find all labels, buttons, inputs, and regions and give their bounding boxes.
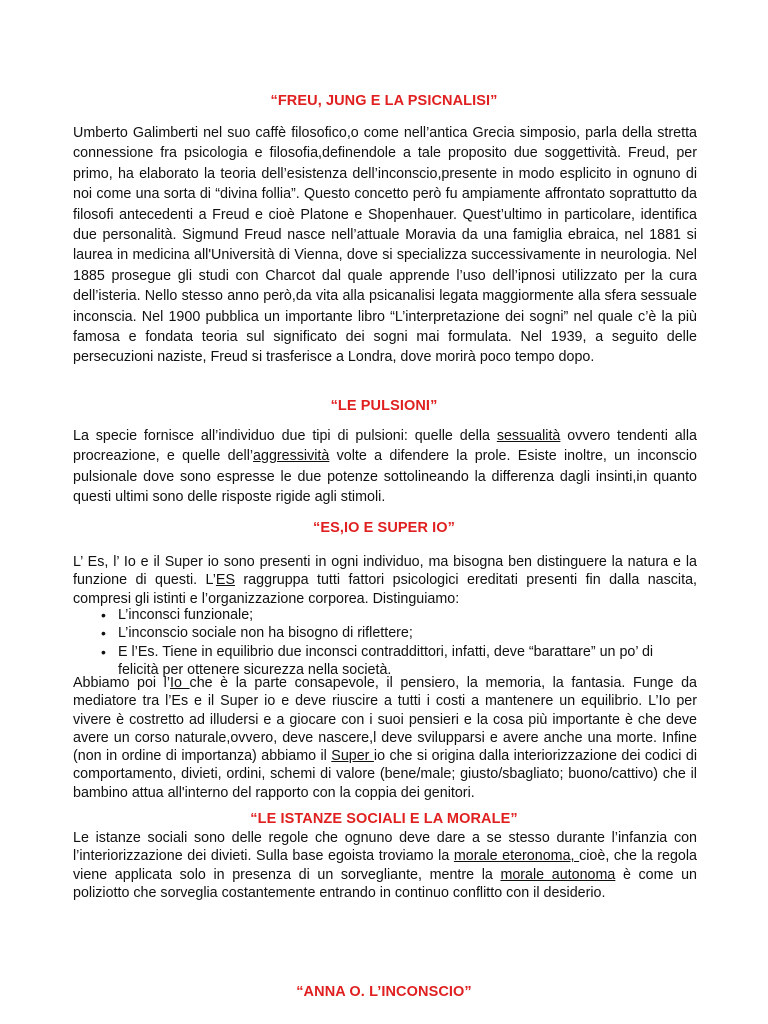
underlined-term-super: Super [331, 748, 374, 765]
text-run: Abbiamo poi l’ [73, 675, 171, 691]
text-run: cioè, che la regola viene applicata solo in presenza di un sorvegliante, mentre la [73, 848, 697, 883]
section-title-es-io: “ES,IO E SUPER IO” [313, 520, 455, 536]
list-item: • L’inconsci funzionale; [73, 606, 697, 624]
text-run: volte a difendere la prole. Esiste inoltre, un inconscio pulsionale dove sono espresse le due potenze sottolineando la differenza dagli insinti,in quanto questi ultimi sono delle risposte rigide agli stimoli. [73, 448, 697, 506]
paragraph-istanze [73, 829, 697, 902]
text-run: La specie fornisce all’individuo due tipi di pulsioni: quelle della [73, 428, 497, 444]
underlined-term-aggressivita: aggressività [253, 448, 330, 465]
paragraph-freud: Umberto Galimberti nel suo caffè filosofico,o come nell’antica Grecia simposio, parla della stretta connessione fra psicologia e filosofia,definendole a tale proposito due soggettività. Freud, per primo, ha elaborato la teoria dell’esistenza dell’inconscio,presente in modo esplicito in ognuno di noi come una sorta di “divina follia”. Questo concetto però fu ampiamente affrontato soprattutto da filosofi antecedenti a Freud e cioè Platone e Shopenhauer. Quest’ultimo in particolare, identifica due personalità. Sigmund Freud nasce nell’attuale Moravia da una famiglia ebraica, nel 1881 si laurea in medicina all'Università di Vienna, dove si specializza successivamente in neurologia. Nel 1885 prosegue gli studi con Charcot dal quale apprende l’uso dell’ipnosi utilizzato per la cura dell’isteria. Nello stesso anno però,da vita alla psicanalisi legata maggiormente alla sfera sessuale inconscia. Nel 1900 pubblica un importante libro “L’interpretazione dei sogni” nel quale c’è la più famosa e fondata teoria sul significato dei sogni mai formulata. Nel 1939, a seguito delle persecuzioni naziste, Freud si trasferisce a Londra, dove morirà poco tempo dopo. [73, 125, 697, 366]
list-item: • L’inconscio sociale non ha bisogno di riflettere; [73, 624, 697, 642]
list-item: • E l’Es. Tiene in equilibrio due inconsci contraddittori, infatti, deve “barattare” un po’ di felicità per ottenere sicurezza nella società. [73, 643, 697, 680]
section-title-freud: “FREU, JUNG E LA PSICNALISI” [270, 93, 498, 109]
text-run: Le istanze sociali sono delle regole che ognuno deve dare a se stesso durante l’infanzia con l’interiorizzazione dei divieti. Sulla base egoista troviamo la [73, 830, 697, 865]
text-run: ovvero tendenti alla procreazione, e quelle dell’ [73, 428, 697, 465]
paragraph-es-io [73, 553, 697, 608]
section-title-anna-o: “ANNA O. L’INCONSCIO” [296, 984, 472, 1000]
section-title-pulsioni: “LE PULSIONI” [330, 398, 438, 414]
underlined-term-morale-eteronoma: morale eteronoma, [453, 848, 580, 865]
paragraph-io-super-io [73, 674, 697, 802]
text-run: io che si origina dalla interiorizzazione dei codici di comportamento, divieti, ordini, schemi di valore (bene/male; giusto/sbagliato; buono/cattivo) che il bambino attua all'interno del rapporto con la coppia dei genitori. [73, 748, 698, 801]
underlined-term-sessualita: sessualità [496, 428, 561, 444]
text-run: raggruppa tutti fattori psicologici ereditati presenti fin dalla nascita, compresi gli istinti e l’organizzazione corporea. Distinguiamo: [73, 572, 697, 607]
paragraph-pulsioni [73, 426, 697, 508]
section-title-istanze: “LE ISTANZE SOCIALI E LA MORALE” [250, 811, 518, 827]
underlined-term-es: ES [215, 572, 235, 589]
text-run: è come un poliziotto che sorveglia costantemente entrando in continuo conflitto con il desiderio. [73, 866, 697, 901]
underlined-term-morale-autonoma: morale autonoma [500, 866, 616, 883]
bullet-list [73, 606, 697, 679]
text-run: L’ Es, l’ Io e il Super io sono presenti in ogni individuo, ma bisogna ben distinguere la natura e la funzione di questi. L’ [73, 554, 697, 589]
underlined-term-io: Io [170, 675, 190, 691]
text-run: che è la parte consapevole, il pensiero, la memoria, la fantasia. Funge da mediatore tra l’Es e il Super io e deve riuscire a tutti i costi a mantenere un equilibrio. L’Io per vivere è costretto ad illudersi e a giocare con i suoi pensieri e la cosa più importante è che deve avere un corso naturale,ovvero, deve nascere,l deve svilupparsi e avere anche una morte. Infine (non in ordine di importanza) abbiamo il [73, 675, 697, 765]
